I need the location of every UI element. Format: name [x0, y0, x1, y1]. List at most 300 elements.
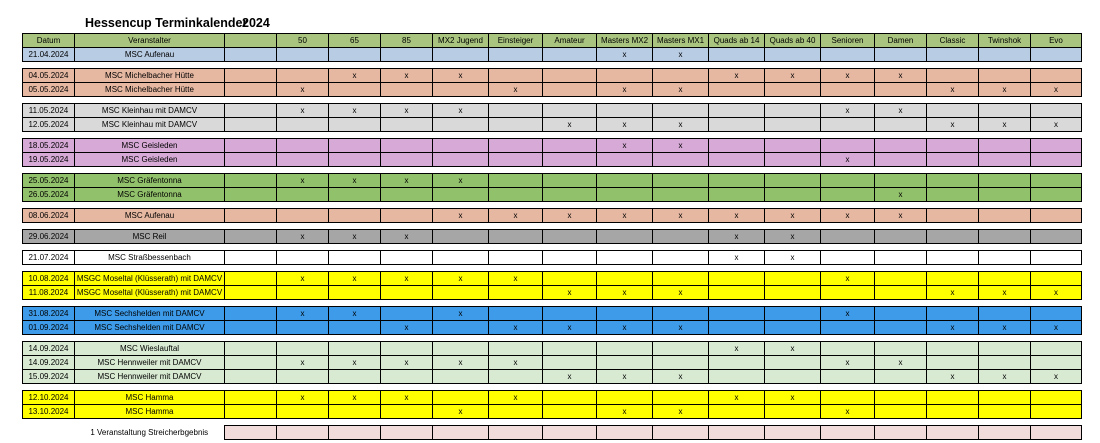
cell-mmx2: [597, 153, 653, 167]
cell-cla: [927, 104, 979, 118]
cell-mmx2: x: [597, 118, 653, 132]
spacer-row: [23, 300, 1082, 307]
cell-q14: [709, 48, 765, 62]
cell-twin: [979, 153, 1031, 167]
cell-cla: [927, 342, 979, 356]
cell-mmx2: x: [597, 48, 653, 62]
cell-c85: [381, 153, 433, 167]
cell-mmx2: [597, 342, 653, 356]
cell-c85: x: [381, 230, 433, 244]
cell-q40: x: [765, 209, 821, 223]
cell-amat: [543, 251, 597, 265]
cell-q40: [765, 139, 821, 153]
cell-einst: [489, 174, 543, 188]
cell-amat: [543, 230, 597, 244]
cell-mmx2: x: [597, 405, 653, 419]
cell-organizer: MSC Hennweiler mit DAMCV: [75, 356, 225, 370]
cell-evo: [1031, 391, 1082, 405]
cell-organizer: MSC Hamma: [75, 405, 225, 419]
cell-dam: [875, 321, 927, 335]
cell-mx2j: [433, 370, 489, 384]
cell-q14: x: [709, 251, 765, 265]
cell-mx2j: [433, 286, 489, 300]
column-header-verein: Veranstalter: [75, 34, 225, 48]
cell-einst: [489, 139, 543, 153]
cell-blank: [225, 69, 277, 83]
cell-einst: x: [489, 321, 543, 335]
cell-mmx2: [597, 391, 653, 405]
cell-twin: x: [979, 83, 1031, 97]
cell-dam: x: [875, 356, 927, 370]
cell-blank: [225, 104, 277, 118]
cell-q14: [709, 307, 765, 321]
cell-q14: [709, 174, 765, 188]
cell-dam: x: [875, 188, 927, 202]
cell-evo: x: [1031, 370, 1082, 384]
cell-amat: [543, 69, 597, 83]
cell-cla: [927, 356, 979, 370]
cell-c85: x: [381, 272, 433, 286]
table-row: [23, 83, 1082, 97]
column-header-c50: 50: [277, 34, 329, 48]
cell-cla: [927, 188, 979, 202]
cell-c50: [277, 405, 329, 419]
cell-date: 14.09.2024: [23, 356, 75, 370]
cell-c65: [329, 405, 381, 419]
spacer-cell: [23, 244, 1082, 251]
cell-einst: [489, 118, 543, 132]
cell-q40: [765, 83, 821, 97]
cell-amat: x: [543, 209, 597, 223]
cell-q40: [765, 286, 821, 300]
cell-q14: [709, 188, 765, 202]
cell-mmx1: [653, 272, 709, 286]
cell-c85: x: [381, 321, 433, 335]
cell-q14: [709, 370, 765, 384]
cell-c50: x: [277, 272, 329, 286]
cell-q14: x: [709, 69, 765, 83]
cell-einst: x: [489, 272, 543, 286]
cell-c65: [329, 251, 381, 265]
spacer-row: [23, 244, 1082, 251]
cell-organizer: MSC Kleinhau mit DAMCV: [75, 104, 225, 118]
cell-organizer: MSC Reil: [75, 230, 225, 244]
cell-date: 11.08.2024: [23, 286, 75, 300]
cell-mmx1: [653, 356, 709, 370]
cell-q40: x: [765, 251, 821, 265]
spacer-cell: [23, 62, 1082, 69]
cell-c65: x: [329, 230, 381, 244]
cell-date: 26.05.2024: [23, 188, 75, 202]
cell-c50: [277, 426, 329, 440]
cell-sen: [821, 230, 875, 244]
cell-einst: x: [489, 356, 543, 370]
cell-mx2j: [433, 118, 489, 132]
cell-mmx2: x: [597, 286, 653, 300]
cell-cla: [927, 391, 979, 405]
cell-c65: [329, 118, 381, 132]
cell-blank: [225, 272, 277, 286]
table-row: [23, 272, 1082, 286]
cell-sen: [821, 321, 875, 335]
cell-evo: [1031, 251, 1082, 265]
cell-twin: [979, 174, 1031, 188]
cell-dam: [875, 174, 927, 188]
cell-q14: [709, 272, 765, 286]
table-header-row: [23, 34, 1082, 48]
cell-amat: [543, 83, 597, 97]
cell-dam: [875, 391, 927, 405]
cell-sen: [821, 48, 875, 62]
cell-c65: x: [329, 272, 381, 286]
cell-c65: x: [329, 174, 381, 188]
cell-mmx1: [653, 251, 709, 265]
cell-date: 11.05.2024: [23, 104, 75, 118]
cell-amat: [543, 48, 597, 62]
cell-q14: [709, 118, 765, 132]
cell-amat: [543, 426, 597, 440]
cell-mmx2: x: [597, 139, 653, 153]
cell-twin: [979, 426, 1031, 440]
cell-date: 04.05.2024: [23, 69, 75, 83]
cell-date: 12.10.2024: [23, 391, 75, 405]
cell-sen: x: [821, 104, 875, 118]
cell-amat: x: [543, 321, 597, 335]
cell-dam: [875, 118, 927, 132]
cell-c85: [381, 286, 433, 300]
cell-c85: [381, 342, 433, 356]
cell-mx2j: [433, 251, 489, 265]
cell-cla: [927, 48, 979, 62]
cell-q40: [765, 118, 821, 132]
cell-q40: [765, 272, 821, 286]
spacer-row: [23, 167, 1082, 174]
cell-organizer: MSC Geisleden: [75, 139, 225, 153]
cell-dam: [875, 251, 927, 265]
column-header-q40: Quads ab 40: [765, 34, 821, 48]
cell-q40: [765, 48, 821, 62]
column-header-blank: [225, 34, 277, 48]
cell-mmx2: [597, 251, 653, 265]
cell-organizer: MSC Geisleden: [75, 153, 225, 167]
cell-einst: [489, 230, 543, 244]
title-row: [0, 16, 1100, 32]
cell-c65: x: [329, 391, 381, 405]
cell-dam: [875, 342, 927, 356]
cell-blank: [225, 188, 277, 202]
cell-mmx2: [597, 69, 653, 83]
cell-amat: [543, 342, 597, 356]
table-row: [23, 230, 1082, 244]
cell-twin: [979, 356, 1031, 370]
cell-mx2j: [433, 188, 489, 202]
cell-mmx1: x: [653, 370, 709, 384]
cell-cla: x: [927, 370, 979, 384]
cell-evo: [1031, 174, 1082, 188]
cell-c65: [329, 209, 381, 223]
cell-twin: [979, 209, 1031, 223]
cell-c85: [381, 83, 433, 97]
cell-einst: [489, 69, 543, 83]
cell-mx2j: x: [433, 272, 489, 286]
spacer-row: [23, 419, 1082, 426]
column-header-c85: 85: [381, 34, 433, 48]
cell-einst: [489, 104, 543, 118]
cell-mmx2: x: [597, 370, 653, 384]
cell-twin: [979, 48, 1031, 62]
cell-cla: x: [927, 321, 979, 335]
cell-twin: x: [979, 321, 1031, 335]
cell-evo: [1031, 69, 1082, 83]
cell-c65: [329, 139, 381, 153]
cell-mx2j: x: [433, 307, 489, 321]
cell-sen: x: [821, 209, 875, 223]
cell-mx2j: [433, 321, 489, 335]
cell-twin: [979, 391, 1031, 405]
spacer-cell: [23, 335, 1082, 342]
cell-q14: x: [709, 391, 765, 405]
cell-c65: [329, 83, 381, 97]
cell-cla: [927, 174, 979, 188]
cell-cla: x: [927, 83, 979, 97]
cell-twin: x: [979, 370, 1031, 384]
spacer-row: [23, 384, 1082, 391]
cell-c50: x: [277, 230, 329, 244]
cell-mmx1: [653, 342, 709, 356]
spacer-cell: [23, 97, 1082, 104]
cell-mmx2: [597, 307, 653, 321]
cell-sen: [821, 188, 875, 202]
cell-amat: [543, 188, 597, 202]
cell-organizer: MSC Aufenau: [75, 48, 225, 62]
table-row: [23, 153, 1082, 167]
table-row: [23, 307, 1082, 321]
cell-c50: [277, 118, 329, 132]
cell-blank: [225, 251, 277, 265]
cell-mx2j: [433, 153, 489, 167]
cell-cla: [927, 230, 979, 244]
cell-sen: x: [821, 272, 875, 286]
cell-c50: [277, 370, 329, 384]
spacer-row: [23, 202, 1082, 209]
cell-q14: [709, 153, 765, 167]
cell-blank: [225, 307, 277, 321]
cell-sen: x: [821, 69, 875, 83]
cell-q14: x: [709, 230, 765, 244]
cell-evo: [1031, 104, 1082, 118]
cell-amat: [543, 405, 597, 419]
column-header-mmx1: Masters MX1: [653, 34, 709, 48]
cell-q14: [709, 104, 765, 118]
cell-einst: [489, 370, 543, 384]
cell-mx2j: [433, 391, 489, 405]
cell-blank: [225, 48, 277, 62]
cell-blank: [225, 391, 277, 405]
cell-mmx1: x: [653, 48, 709, 62]
cell-date: 12.05.2024: [23, 118, 75, 132]
cell-sen: [821, 251, 875, 265]
cell-cla: [927, 426, 979, 440]
cell-mmx1: [653, 104, 709, 118]
cell-mmx2: [597, 230, 653, 244]
cell-q40: x: [765, 391, 821, 405]
cell-organizer: MSC Sechshelden mit DAMCV: [75, 307, 225, 321]
cell-q40: x: [765, 230, 821, 244]
cell-mmx2: [597, 188, 653, 202]
column-header-c65: 65: [329, 34, 381, 48]
cell-evo: [1031, 342, 1082, 356]
cell-twin: [979, 307, 1031, 321]
spacer-cell: [23, 419, 1082, 426]
cell-c65: [329, 342, 381, 356]
cell-q40: [765, 174, 821, 188]
spacer-row: [23, 223, 1082, 230]
cell-q14: [709, 321, 765, 335]
column-header-mmx2: Masters MX2: [597, 34, 653, 48]
spacer-row: [23, 97, 1082, 104]
cell-c50: [277, 286, 329, 300]
cell-mx2j: [433, 139, 489, 153]
cell-mmx2: [597, 356, 653, 370]
cell-mmx2: x: [597, 83, 653, 97]
cell-c85: [381, 251, 433, 265]
cell-q40: x: [765, 342, 821, 356]
cell-cla: [927, 307, 979, 321]
cell-date: 15.09.2024: [23, 370, 75, 384]
cell-dam: [875, 307, 927, 321]
cell-mx2j: x: [433, 174, 489, 188]
table-row: [23, 391, 1082, 405]
spacer-row: [23, 265, 1082, 272]
cell-sen: x: [821, 153, 875, 167]
cell-amat: [543, 139, 597, 153]
cell-twin: [979, 230, 1031, 244]
cell-twin: x: [979, 286, 1031, 300]
cell-cla: [927, 153, 979, 167]
cell-c50: [277, 321, 329, 335]
cell-mmx1: [653, 230, 709, 244]
cell-organizer: MSC Aufenau: [75, 209, 225, 223]
spacer-cell: [23, 384, 1082, 391]
cell-date: 19.05.2024: [23, 153, 75, 167]
cell-c85: [381, 209, 433, 223]
cell-q40: [765, 104, 821, 118]
cell-q14: [709, 286, 765, 300]
cell-evo: [1031, 153, 1082, 167]
cell-c85: x: [381, 69, 433, 83]
cell-c65: x: [329, 307, 381, 321]
cell-evo: x: [1031, 286, 1082, 300]
cell-c65: [329, 188, 381, 202]
cell-einst: [489, 426, 543, 440]
cell-mmx2: x: [597, 321, 653, 335]
spacer-cell: [23, 132, 1082, 139]
cell-evo: [1031, 188, 1082, 202]
cell-twin: [979, 188, 1031, 202]
spacer-cell: [23, 167, 1082, 174]
cell-sen: [821, 83, 875, 97]
table-row: [23, 69, 1082, 83]
cell-amat: [543, 104, 597, 118]
cell-mx2j: [433, 426, 489, 440]
cell-dam: [875, 230, 927, 244]
cell-mmx1: [653, 153, 709, 167]
cell-date: 14.09.2024: [23, 342, 75, 356]
cell-amat: [543, 153, 597, 167]
cell-sen: [821, 139, 875, 153]
column-header-twin: Twinshok: [979, 34, 1031, 48]
cell-organizer: MSC Wieslauftal: [75, 342, 225, 356]
spacer-row: [23, 132, 1082, 139]
cell-dam: x: [875, 209, 927, 223]
cell-mmx1: [653, 391, 709, 405]
cell-amat: [543, 307, 597, 321]
cell-einst: x: [489, 209, 543, 223]
cell-q14: x: [709, 209, 765, 223]
cell-dam: [875, 139, 927, 153]
cell-einst: [489, 307, 543, 321]
cell-einst: x: [489, 83, 543, 97]
cell-dam: [875, 48, 927, 62]
table-row: [23, 286, 1082, 300]
cell-blank: [225, 342, 277, 356]
spacer-cell: [23, 202, 1082, 209]
footer-row: [23, 426, 1082, 440]
cell-evo: x: [1031, 118, 1082, 132]
cell-c85: [381, 405, 433, 419]
column-header-datum: Datum: [23, 34, 75, 48]
cell-twin: [979, 104, 1031, 118]
cell-twin: [979, 405, 1031, 419]
cell-blank: [225, 356, 277, 370]
cell-organizer: MSC Michelbacher Hütte: [75, 83, 225, 97]
cell-organizer: MSC Kleinhau mit DAMCV: [75, 118, 225, 132]
cell-amat: [543, 356, 597, 370]
cell-evo: [1031, 48, 1082, 62]
cell-mmx1: [653, 188, 709, 202]
column-header-dam: Damen: [875, 34, 927, 48]
cell-organizer: MSC Michelbacher Hütte: [75, 69, 225, 83]
column-header-cla: Classic: [927, 34, 979, 48]
cell-mmx1: x: [653, 118, 709, 132]
cell-date: 18.05.2024: [23, 139, 75, 153]
cell-date: 13.10.2024: [23, 405, 75, 419]
cell-mmx1: [653, 69, 709, 83]
table-row: [23, 356, 1082, 370]
cell-sen: [821, 426, 875, 440]
cell-c65: [329, 286, 381, 300]
table-row: [23, 370, 1082, 384]
cell-c50: x: [277, 83, 329, 97]
cell-organizer: MSC Gräfentonna: [75, 188, 225, 202]
cell-date: 21.04.2024: [23, 48, 75, 62]
cell-sen: [821, 286, 875, 300]
cell-q14: [709, 426, 765, 440]
cell-mx2j: x: [433, 356, 489, 370]
cell-q40: [765, 188, 821, 202]
cell-mmx1: [653, 426, 709, 440]
cell-blank: [225, 209, 277, 223]
cell-q14: x: [709, 342, 765, 356]
cell-amat: x: [543, 286, 597, 300]
cell-mmx1: x: [653, 139, 709, 153]
cell-cla: [927, 405, 979, 419]
cell-mmx1: x: [653, 286, 709, 300]
column-header-mx2j: MX2 Jugend: [433, 34, 489, 48]
cell-cla: x: [927, 286, 979, 300]
cell-evo: x: [1031, 83, 1082, 97]
cell-amat: x: [543, 118, 597, 132]
